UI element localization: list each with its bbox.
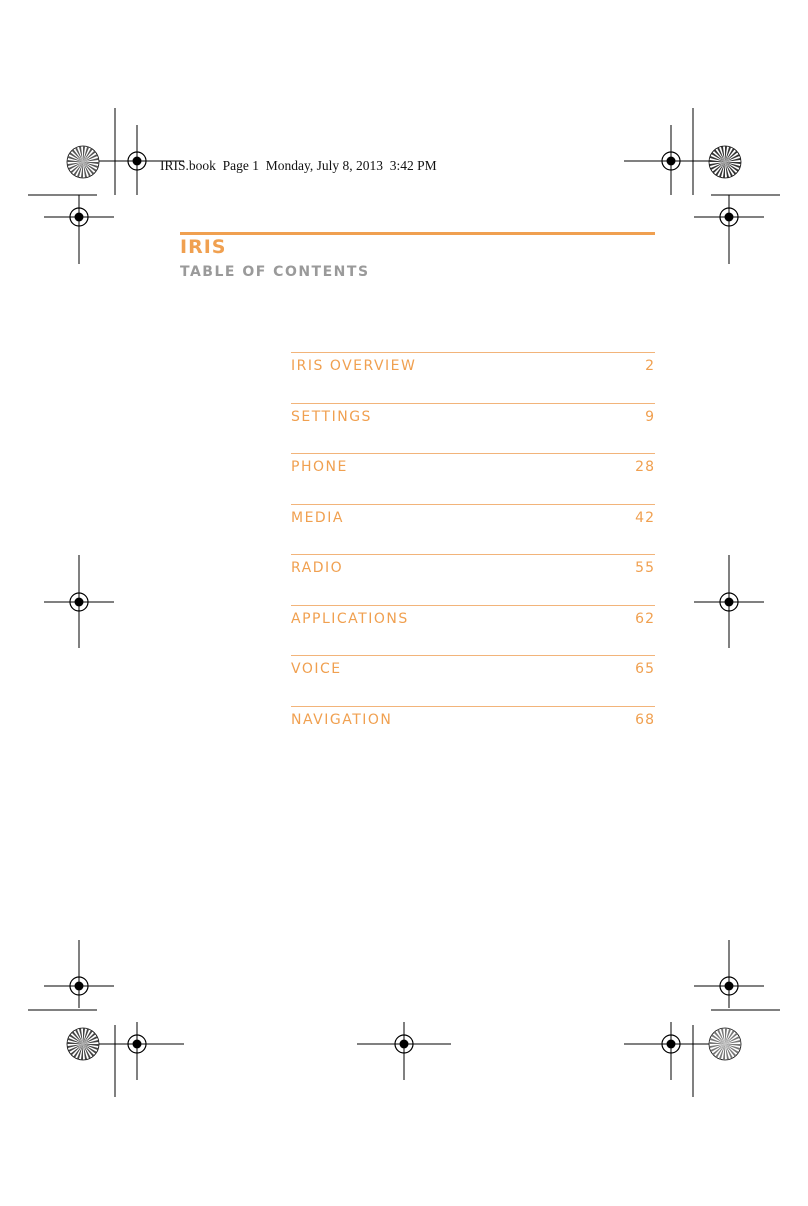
toc-entry-page: 9 — [645, 408, 655, 425]
book-slug: IRIS.book Page 1 Monday, July 8, 2013 3:42 PM — [160, 158, 437, 173]
toc-entry-label: RADIO — [291, 560, 344, 576]
toc-entry-page: 62 — [635, 610, 655, 627]
toc-entry-page: 2 — [645, 358, 655, 374]
page-subtitle: TABLE OF CONTENTS — [180, 264, 370, 280]
starburst-mark — [709, 1028, 741, 1060]
toc-entry-label: SETTINGS — [291, 408, 372, 425]
toc-entry[interactable] — [291, 655, 655, 706]
toc-entry[interactable] — [291, 352, 655, 403]
toc-entry[interactable] — [291, 403, 655, 454]
toc-entry-page: 68 — [635, 711, 655, 728]
toc-entry-page: 55 — [635, 560, 655, 576]
toc-entry-label: APPLICATIONS — [291, 610, 409, 627]
page-title: IRIS — [180, 236, 227, 258]
toc-entry-page: 28 — [635, 459, 655, 475]
toc-entry-page: 42 — [635, 509, 655, 526]
starburst-mark — [709, 146, 741, 178]
toc-entry[interactable] — [291, 605, 655, 656]
table-of-contents — [291, 352, 655, 756]
toc-entry-label: VOICE — [291, 661, 342, 677]
toc-entry-label: PHONE — [291, 459, 348, 475]
toc-entry[interactable] — [291, 554, 655, 605]
toc-entry-label: IRIS OVERVIEW — [291, 358, 417, 374]
toc-entry-label: NAVIGATION — [291, 711, 393, 728]
toc-entry[interactable] — [291, 453, 655, 504]
starburst-mark — [67, 1028, 99, 1060]
starburst-mark — [67, 146, 99, 178]
toc-entry[interactable] — [291, 504, 655, 555]
toc-entry[interactable] — [291, 706, 655, 757]
title-rule — [180, 232, 655, 235]
toc-entry-label: MEDIA — [291, 509, 344, 526]
toc-entry-page: 65 — [635, 661, 655, 677]
